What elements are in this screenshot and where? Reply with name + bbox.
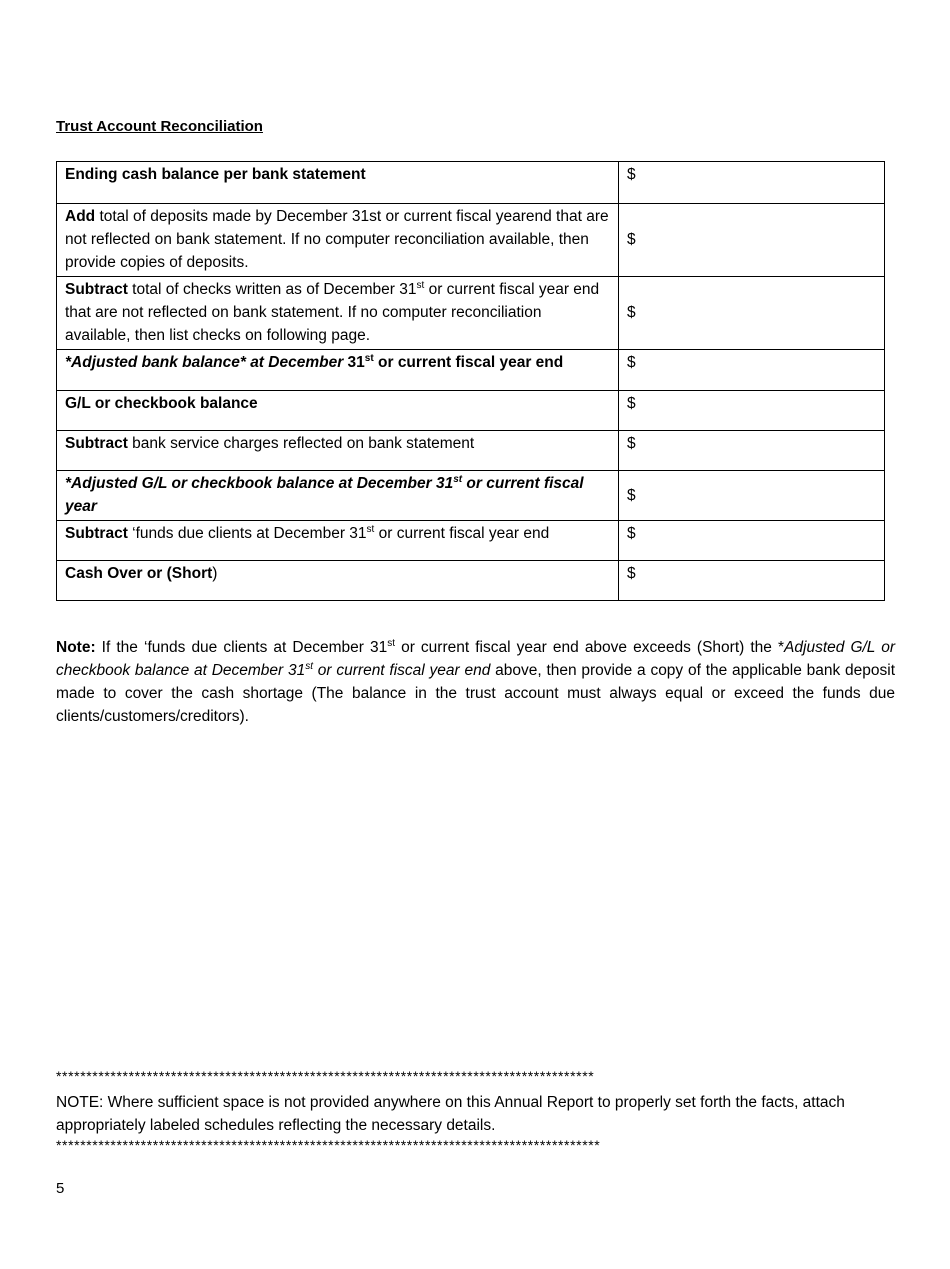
amount-field[interactable]: [619, 431, 885, 471]
row-label: [57, 204, 619, 277]
amount-field[interactable]: [619, 521, 885, 561]
dollar-sign: $: [627, 565, 636, 582]
reconciliation-table: [56, 161, 885, 601]
table-row: [57, 521, 885, 561]
row-label: [57, 277, 619, 350]
cash-over-short-label: Cash Over or (Short: [65, 565, 213, 582]
amount-field[interactable]: [619, 471, 885, 521]
table-row: [57, 471, 885, 521]
note-text: above, then provide a copy of the applicable bank deposit made to cover the cash shortage (The balance in the trust account must always equal or exceed the funds due clients/customers/creditors).: [56, 662, 896, 725]
table-row: [57, 391, 885, 431]
funds-due-text-cont: or current fiscal year end: [374, 525, 550, 542]
ordinal-suffix: st: [387, 637, 395, 649]
note-italic-text: Adjusted G/L or checkbook balance at December 31: [56, 639, 896, 679]
dollar-sign: $: [627, 525, 636, 542]
row-label: [57, 431, 619, 471]
subtract-checks-text-cont: or current fiscal year end that are not reflected on bank statement. If no computer reconciliation available, then list checks on following page.: [65, 281, 600, 344]
fiscal-year-text: or current fiscal year end: [373, 354, 564, 371]
adjusted-bank-balance-label: *Adjusted bank balance* at December: [65, 354, 348, 371]
dollar-sign: $: [627, 486, 636, 504]
row-label: [57, 162, 619, 204]
service-charges-text: bank service charges reflected on bank statement: [127, 435, 475, 452]
ending-cash-label: Ending cash balance per bank statement: [65, 166, 366, 183]
table-row: [57, 561, 885, 601]
add-description: total of deposits made by December 31st or current fiscal yearend that are not reflected on bank statement. If no computer reconciliation available, then provide copies of deposits.: [65, 208, 609, 271]
subtract-label: Subtract: [65, 281, 128, 298]
ordinal-suffix: st: [305, 660, 314, 672]
amount-field[interactable]: [619, 561, 885, 601]
dollar-sign: $: [627, 435, 636, 452]
funds-due-text: ‘funds due clients at December 31: [127, 525, 367, 542]
row-label: [57, 391, 619, 431]
asterisk-divider-top: *****************************************************************************************: [56, 1068, 595, 1084]
footer-note: NOTE: Where sufficient space is not provided anywhere on this Annual Report to properly set forth the facts, attach appropriately labeled schedules reflecting the necessary details.: [56, 1094, 845, 1134]
asterisk-divider-bottom: ******************************************************************************************: [56, 1137, 601, 1153]
table-row: [57, 350, 885, 391]
note-paragraph: [56, 636, 895, 728]
amount-field[interactable]: [619, 350, 885, 391]
dollar-sign: $: [627, 304, 636, 321]
ordinal-suffix: st: [364, 352, 374, 364]
dollar-sign: $: [627, 354, 636, 371]
dollar-sign: $: [627, 231, 636, 248]
dollar-sign: $: [627, 166, 636, 183]
row-label: [57, 561, 619, 601]
amount-field[interactable]: [619, 204, 885, 277]
ordinal-suffix: st: [453, 473, 463, 485]
subtract-checks-text: total of checks written as of December 31: [127, 281, 417, 298]
table-row: [57, 204, 885, 277]
ordinal-suffix: st: [366, 523, 375, 535]
row-label: [57, 521, 619, 561]
gl-balance-label: G/L or checkbook balance: [65, 395, 258, 412]
note-text: If the ‘funds due clients at December 31: [95, 639, 388, 656]
subtract-label: Subtract: [65, 435, 128, 452]
amount-field[interactable]: [619, 162, 885, 204]
row-label: [57, 350, 619, 391]
table-row: [57, 277, 885, 350]
amount-field[interactable]: [619, 277, 885, 350]
row-label: [57, 471, 619, 521]
ordinal-suffix: st: [416, 279, 425, 291]
amount-field[interactable]: [619, 391, 885, 431]
table-row: [57, 162, 885, 204]
note-text: or current fiscal year end above exceeds (Short) the *: [395, 639, 785, 656]
adjusted-gl-label-cont: or current fiscal year: [65, 475, 584, 515]
adjusted-gl-label: *Adjusted G/L or checkbook balance at December 31: [65, 475, 454, 492]
page-title: Trust Account Reconciliation: [56, 118, 263, 135]
dollar-sign: $: [627, 395, 636, 412]
add-label: Add: [65, 208, 96, 225]
subtract-label: Subtract: [65, 525, 128, 542]
note-label: Note:: [56, 639, 96, 656]
page-number: 5: [56, 1180, 65, 1197]
note-italic-text: or current fiscal year end: [313, 662, 491, 679]
table-row: [57, 431, 885, 471]
day-number: 31: [347, 354, 365, 371]
closing-paren: ): [212, 565, 218, 582]
